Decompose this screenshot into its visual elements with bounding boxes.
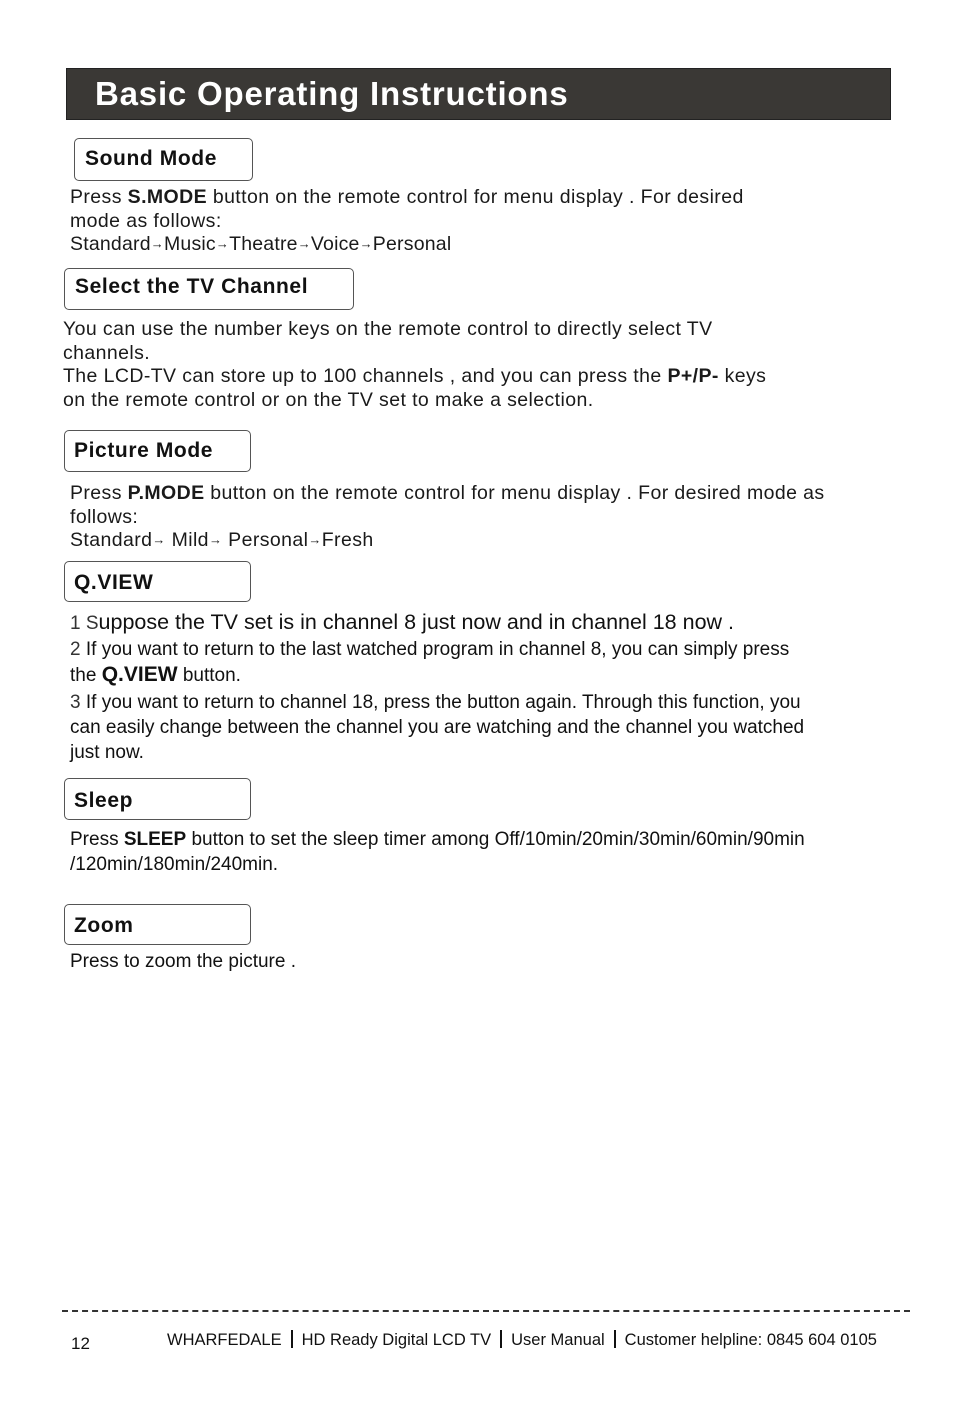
picture-mode-sequence: Standard→ Mild→ Personal→Fresh [70, 529, 374, 551]
smode-key-label: S.MODE [127, 186, 207, 208]
sleep-heading-box [64, 778, 251, 820]
picture-mode-heading-box [64, 430, 251, 472]
separator [614, 1330, 616, 1348]
arrow-right-icon: → [208, 532, 223, 547]
zoom-text: Press to zoom the picture . [70, 951, 296, 972]
separator [500, 1330, 502, 1348]
page-number: 12 [71, 1334, 90, 1353]
separator [291, 1330, 293, 1348]
arrow-right-icon: → [150, 236, 164, 251]
footer-info [167, 1330, 877, 1350]
qview-heading-box [64, 561, 251, 602]
page-title: Basic Operating Instructions [95, 75, 569, 112]
sound-mode-heading: Sound Mode [85, 147, 217, 170]
channel-key-label: P+/P- [667, 365, 719, 387]
select-channel-text: You can use the number keys on the remote control to directly select TV channels. The LCD-TV can store up to 100 channels , and you can press the P+/P- keys on the remote control or on the TV set to make a selection. [63, 318, 767, 411]
zoom-heading: Zoom [74, 914, 134, 937]
footer-divider [62, 1310, 910, 1312]
footer-brand: WHARFEDALE [167, 1331, 282, 1349]
qview-item-3: 3 If you want to return to channel 18, press the button again. Through this function, you can easily change between the channel you are watching and the channel you watched just now. [70, 692, 805, 763]
zoom-heading-box [64, 904, 251, 945]
arrow-right-icon: → [359, 236, 373, 251]
footer-doc: User Manual [511, 1331, 605, 1349]
select-channel-heading-box [64, 268, 354, 310]
arrow-right-icon: → [297, 236, 311, 251]
arrow-right-icon: → [215, 236, 230, 251]
sleep-text: Press SLEEP button to set the sleep timer among Off/10min/20min/30min/60min/90min /120min/180min/240min. [70, 829, 805, 875]
select-channel-heading: Select the TV Channel [75, 275, 309, 298]
arrow-right-icon: → [152, 532, 166, 547]
qview-heading: Q.VIEW [74, 571, 154, 594]
pmode-key-label: P.MODE [127, 482, 205, 504]
sleep-heading: Sleep [74, 789, 134, 812]
footer-product: HD Ready Digital LCD TV [301, 1331, 492, 1349]
qview-item-1: 1 Suppose the TV set is in channel 8 just now and in channel 18 now . [70, 610, 734, 634]
sleep-key-label: SLEEP [123, 829, 187, 850]
sound-mode-text: Press S.MODE button on the remote control for menu display . For desired mode as follows: Standard→Music→Theatre→Voice→Personal [70, 186, 744, 258]
header-banner [66, 68, 891, 120]
qview-key-label: Q.VIEW [101, 663, 178, 686]
footer-helpline: Customer helpline: 0845 604 0105 [624, 1331, 877, 1349]
qview-item-2: 2 If you want to return to the last watched program in channel 8, you can simply press the Q.VIEW button. [70, 639, 790, 686]
picture-mode-heading: Picture Mode [74, 439, 214, 462]
sound-mode-sequence: Standard→Music→Theatre→Voice→Personal [70, 233, 452, 255]
arrow-right-icon: → [308, 532, 322, 547]
picture-mode-text: Press P.MODE button on the remote control for menu display . For desired mode as follows: Standard→ Mild→ Personal→Fresh [70, 482, 825, 554]
sound-mode-heading-box [74, 138, 253, 181]
